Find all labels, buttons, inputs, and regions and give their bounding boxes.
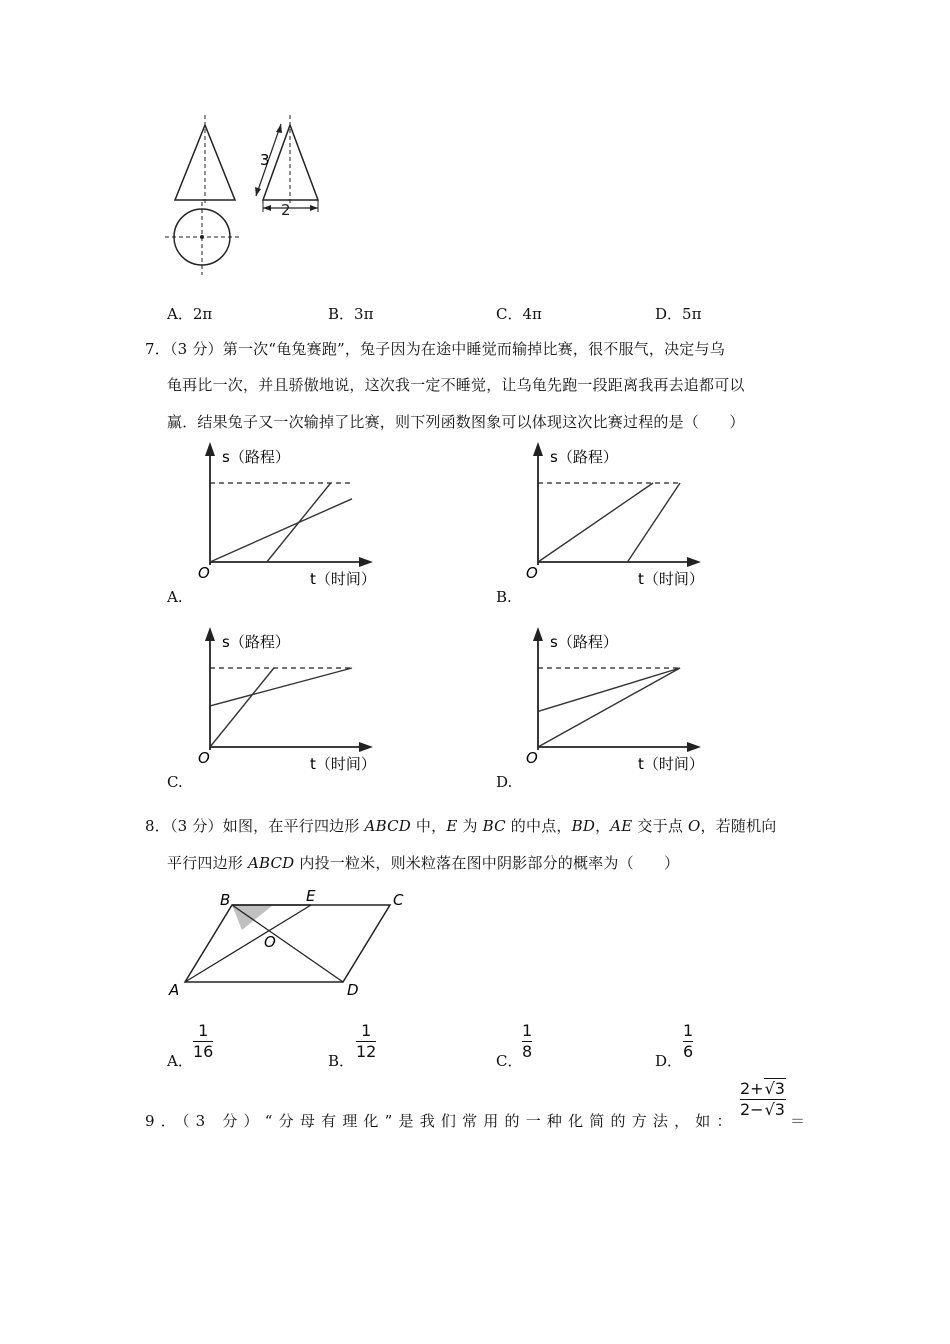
q8-line-1: 8．（3 分）如图，在平行四边形 ABCD 中，E 为 BC 的中点，BD，AE 交于点 O，若随机向 <box>145 817 777 835</box>
q6-option-d[interactable]: D．5π <box>655 305 702 323</box>
graph-y-arrow <box>205 442 215 456</box>
q6-option-b[interactable]: B．3π <box>328 305 374 323</box>
graph-series-line-2 <box>210 668 274 747</box>
graph-x-arrow <box>359 557 373 567</box>
graph-x-arrow <box>359 742 373 752</box>
top-view-center <box>200 235 204 239</box>
graph-series-line-1 <box>210 668 352 706</box>
base-label: 2 <box>281 201 291 219</box>
graph-y-label: s（路程） <box>550 448 618 466</box>
q8-option-c-fraction[interactable]: 1 8 <box>522 1021 533 1061</box>
slant-label: 3 <box>260 151 270 169</box>
q8-option-d-fraction[interactable]: 1 6 <box>683 1021 694 1061</box>
label-a: A <box>169 981 180 999</box>
graph-origin: O <box>526 564 538 582</box>
label-b: B <box>220 891 231 909</box>
q7-graph-d <box>518 625 748 775</box>
q8-option-c-letter[interactable]: C． <box>496 1052 523 1070</box>
graph-y-arrow <box>205 627 215 641</box>
graph-x-arrow <box>687 742 701 752</box>
q7-graph-c <box>190 625 420 775</box>
cone-three-views-figure <box>150 110 350 280</box>
graph-origin: O <box>526 749 538 767</box>
graph-y-arrow <box>533 442 543 456</box>
q7-graph-b <box>518 440 748 590</box>
label-c: C <box>393 891 404 909</box>
graph-x-label: t（时间） <box>638 755 704 773</box>
label-d: D <box>347 981 359 999</box>
q7-option-d[interactable]: D. <box>496 773 513 791</box>
graph-series-line-2 <box>538 668 680 747</box>
q6-option-c[interactable]: C．4π <box>496 305 542 323</box>
graph-y-arrow <box>533 627 543 641</box>
q7-option-b[interactable]: B. <box>496 588 512 606</box>
q7-line-1: 7．（3 分）第一次“龟兔赛跑”，兔子因为在途中睡觉而输掉比赛，很不服气，决定与乌 <box>145 340 725 358</box>
q9-fraction: 2+√3 2−√3 <box>740 1079 785 1119</box>
graph-y-label: s（路程） <box>550 633 618 651</box>
q6-option-a[interactable]: A．2π <box>167 305 213 323</box>
q8-option-b-letter[interactable]: B． <box>328 1052 355 1070</box>
q7-line-3: 赢．结果兔子又一次输掉了比赛，则下列函数图象可以体现这次比赛过程的是（ ） <box>167 413 745 431</box>
q7-option-a[interactable]: A. <box>167 588 183 606</box>
q8-option-a-letter[interactable]: A． <box>167 1052 193 1070</box>
parallelogram-figure <box>160 885 420 1000</box>
graph-origin: O <box>198 564 210 582</box>
q7-graph-a <box>190 440 420 590</box>
graph-origin: O <box>198 749 210 767</box>
graph-series-line-1 <box>538 668 680 711</box>
q8-line-2: 平行四边形 ABCD 内投一粒米，则米粒落在图中阴影部分的概率为（ ） <box>167 854 680 872</box>
label-e: E <box>306 887 316 905</box>
graph-series-line-1 <box>210 499 352 562</box>
graph-y-label: s（路程） <box>222 633 290 651</box>
q8-option-d-letter[interactable]: D． <box>655 1052 683 1070</box>
q9-expression <box>740 1080 786 1119</box>
q7-option-c[interactable]: C. <box>167 773 183 791</box>
q8-option-a-fraction[interactable]: 1 16 <box>193 1021 214 1061</box>
graph-series-line-2 <box>267 483 331 562</box>
graph-y-label: s（路程） <box>222 448 290 466</box>
label-o: O <box>264 933 276 951</box>
graph-x-label: t（时间） <box>310 755 376 773</box>
graph-x-arrow <box>687 557 701 567</box>
graph-x-label: t（时间） <box>638 570 704 588</box>
q8-option-b-fraction[interactable]: 1 12 <box>356 1021 377 1061</box>
q9-equals: ＝ <box>790 1112 806 1130</box>
graph-x-label: t（时间） <box>310 570 376 588</box>
q9-text: 9．（3 分）“分母有理化”是我们常用的一种化简的方法，如： <box>145 1112 738 1130</box>
q7-line-2: 龟再比一次，并且骄傲地说，这次我一定不睡觉，让乌龟先跑一段距离我再去追都可以 <box>167 376 745 394</box>
